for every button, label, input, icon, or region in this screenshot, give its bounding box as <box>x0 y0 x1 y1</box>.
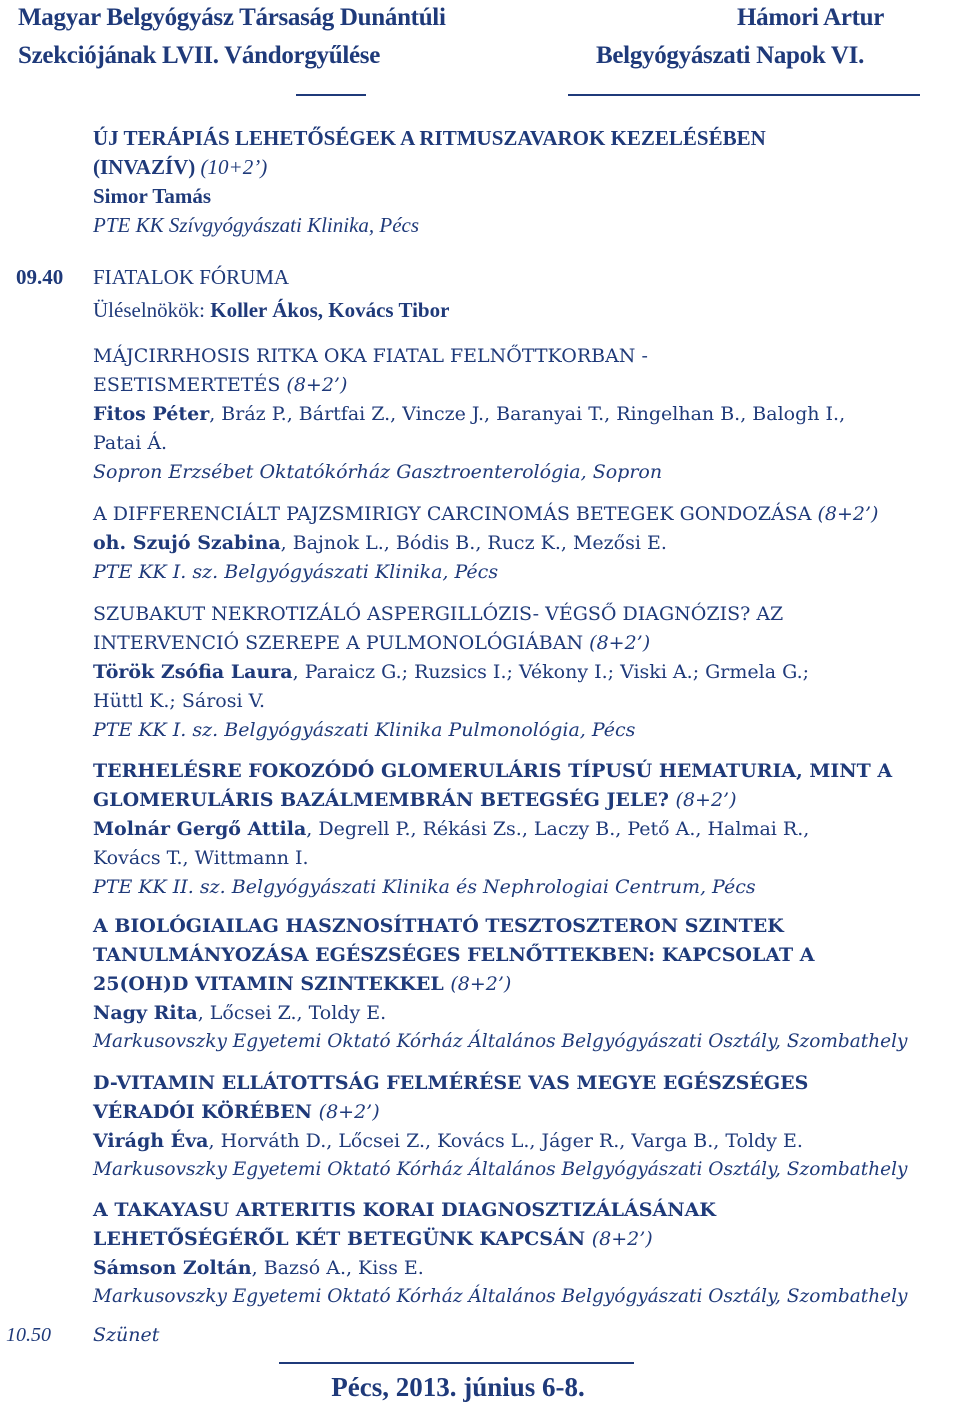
header-left-line1: Magyar Belgyógyász Társaság Dunántúli <box>18 4 446 31</box>
talk2-title-line1: A DIFFERENCIÁLT PAJZSMIRIGY CARCINOMÁS BETEGEK GONDOZÁSA (8+2’) <box>93 503 879 525</box>
header-right-line2: Belgyógyászati Napok VI. <box>596 42 865 69</box>
talk4-title-line2: GLOMERULÁRIS BAZÁLMEMBRÁN BETEGSÉG JELE? (8+2’) <box>93 789 737 811</box>
talk3-title-line1: SZUBAKUT NEKROTIZÁLÓ ASPERGILLÓZIS- VÉGSŐ DIAGNÓZIS? AZ <box>93 603 784 625</box>
talk4-title-line1: TERHELÉSRE FOKOZÓDÓ GLOMERULÁRIS TÍPUSÚ HEMATURIA, MINT A <box>93 760 893 782</box>
footer-rule <box>279 1362 634 1364</box>
talk5-institution: Markusovszky Egyetemi Oktató Kórház Általános Belgyógyászati Osztály, Szombathely <box>93 1031 908 1052</box>
intro-title-line1: ÚJ TERÁPIÁS LEHETŐSÉGEK A RITMUSZAVAROK KEZELÉSÉBEN <box>93 126 766 150</box>
talk6-title-line1: D-VITAMIN ELLÁTOTTSÁG FELMÉRÉSE VAS MEGYE EGÉSZSÉGES <box>93 1072 809 1094</box>
header-right-line1: Hámori Artur <box>737 4 885 31</box>
talk5-title-line3: 25(OH)D VITAMIN SZINTEKKEL (8+2’) <box>93 973 512 995</box>
talk6-title-line2: VÉRADÓI KÖRÉBEN (8+2’) <box>93 1101 380 1123</box>
intro-author: Simor Tamás <box>93 184 212 208</box>
talk7-title-line1: A TAKAYASU ARTERITIS KORAI DIAGNOSZTIZÁLÁSÁNAK <box>93 1199 716 1221</box>
break-label: Szünet <box>93 1324 160 1346</box>
talk2-authors-line1: oh. Szujó Szabina, Bajnok L., Bódis B., Rucz K., Mezősi E. <box>93 532 667 554</box>
talk7-title-line2: LEHETŐSÉGÉRŐL KÉT BETEGÜNK KAPCSÁN (8+2’) <box>93 1228 653 1250</box>
talk7-institution: Markusovszky Egyetemi Oktató Kórház Általános Belgyógyászati Osztály, Szombathely <box>93 1286 908 1307</box>
talk5-title-line1: A BIOLÓGIAILAG HASZNOSÍTHATÓ TESZTOSZTERON SZINTEK <box>93 915 784 937</box>
header-rule-right <box>568 94 920 96</box>
session-title: FIATALOK FÓRUMA <box>93 265 290 289</box>
talk3-authors-line1: Török Zsófia Laura, Paraicz G.; Ruzsics I.; Vékony I.; Viski A.; Grmela G.; <box>93 661 810 683</box>
session-chairs: Üléselnökök: Koller Ákos, Kovács Tibor <box>93 298 450 322</box>
header-left-line2: Szekciójának LVII. Vándorgyűlése <box>18 42 380 69</box>
break-time: 10.50 <box>6 1324 51 1346</box>
talk1-institution: Sopron Erzsébet Oktatókórház Gasztroenterológia, Sopron <box>93 461 663 483</box>
talk6-authors-line1: Virágh Éva, Horváth D., Lőcsei Z., Kovács L., Jáger R., Varga B., Toldy E. <box>93 1130 803 1152</box>
session-time: 09.40 <box>16 265 64 289</box>
talk7-authors-line1: Sámson Zoltán, Bazsó A., Kiss E. <box>93 1257 424 1279</box>
intro-institution: PTE KK Szívgyógyászati Klinika, Pécs <box>93 213 420 237</box>
talk5-authors-line1: Nagy Rita, Lőcsei Z., Toldy E. <box>93 1002 387 1024</box>
talk3-title-line2: INTERVENCIÓ SZEREPE A PULMONOLÓGIÁBAN (8+2’) <box>93 632 651 654</box>
talk2-institution: PTE KK I. sz. Belgyógyászati Klinika, Pécs <box>93 561 499 583</box>
talk4-institution: PTE KK II. sz. Belgyógyászati Klinika és Nephrologiai Centrum, Pécs <box>93 876 756 898</box>
talk4-authors-line2: Kovács T., Wittmann I. <box>93 847 309 869</box>
talk3-authors-line2: Hüttl K.; Sárosi V. <box>93 690 266 712</box>
talk5-title-line2: TANULMÁNYOZÁSA EGÉSZSÉGES FELNŐTTEKBEN: KAPCSOLAT A <box>93 944 815 966</box>
intro-title-line2: (INVAZÍV) (10+2’) <box>93 155 268 179</box>
talk3-institution: PTE KK I. sz. Belgyógyászati Klinika Pulmonológia, Pécs <box>93 719 636 741</box>
header-rule-left <box>296 94 366 96</box>
talk1-authors-line1: Fitos Péter, Bráz P., Bártfai Z., Vincze J., Baranyai T., Ringelhan B., Balogh I., <box>93 403 846 425</box>
talk1-authors-line2: Patai Á. <box>93 432 168 454</box>
talk6-institution: Markusovszky Egyetemi Oktató Kórház Általános Belgyógyászati Osztály, Szombathely <box>93 1159 908 1180</box>
talk1-title-line2: ESETISMERTETÉS (8+2’) <box>93 374 348 396</box>
talk4-authors-line1: Molnár Gergő Attila, Degrell P., Rékási Zs., Laczy B., Pető A., Halmai R., <box>93 818 810 840</box>
talk1-title-line1: MÁJCIRRHOSIS RITKA OKA FIATAL FELNŐTTKORBAN - <box>93 345 648 367</box>
footer-place-date: Pécs, 2013. június 6-8. <box>331 1372 585 1402</box>
